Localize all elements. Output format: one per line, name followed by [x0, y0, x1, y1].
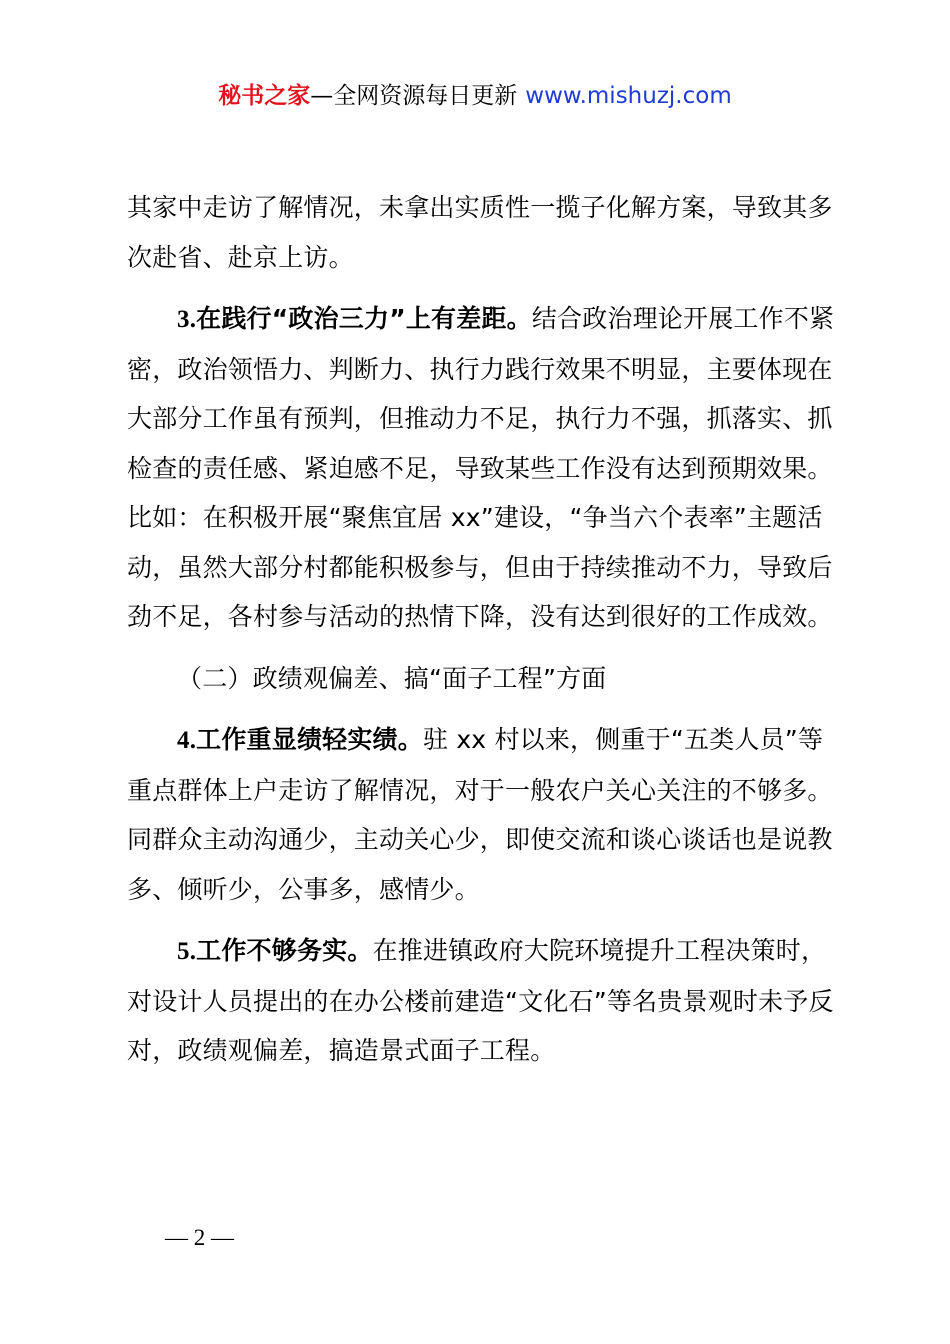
brand-name: 秘书之家 [218, 83, 311, 109]
document-body [127, 183, 839, 1088]
item-text: 驻 xx 村以来，侧重于“五类人员”等重点群体上户走访了解情况，对于一般农户关心关注的不够多。同群众主动沟通少，主动关心少，即使交流和谈心谈话也是说教多、倾听少，公事多，感情少。 [127, 725, 833, 904]
item-text: 结合政治理论开展工作不紧密，政治领悟力、判断力、执行力践行效果不明显，主要体现在大部分工作虽有预判，但推动力不足，执行力不强，抓落实、抓检查的责任感、紧迫感不足，导致某些工作没有达到预期效果。比如：在积极开展“聚焦宜居 xx”建设，“争当六个表率”主题活动，虽然大部分村都能积极参与，但由于持续推动不力，导致后劲不足，各村参与活动的热情下降，没有达到很好的工作成效。 [127, 304, 835, 631]
paragraph-item-4 [127, 715, 839, 914]
paragraph-item-5 [127, 926, 839, 1076]
item-heading: 工作重显绩轻实绩。 [196, 725, 423, 754]
item-number: 4. [177, 727, 197, 754]
site-header [0, 80, 950, 112]
paragraph-item-3 [127, 294, 839, 642]
paragraph-continuation: 其家中走访了解情况，未拿出实质性一揽子化解方案，导致其多次赴省、赴京上访。 [127, 193, 833, 272]
header-tagline: —全网资源每日更新 [310, 83, 518, 109]
page-number: — 2 — [165, 1225, 234, 1250]
site-url[interactable]: www.mishuzj.com [525, 83, 732, 109]
item-heading: 在践行“政治三力”上有差距。 [196, 304, 532, 333]
item-heading: 工作不够务实。 [196, 936, 373, 965]
item-text: 在推进镇政府大院环境提升工程决策时，对设计人员提出的在办公楼前建造“文化石”等名贵景观时未予反对，政绩观偏差，搞造景式面子工程。 [127, 936, 834, 1065]
item-number: 5. [177, 938, 197, 965]
section-heading: （二）政绩观偏差、搞“面子工程”方面 [177, 663, 607, 693]
item-number: 3. [177, 306, 197, 333]
